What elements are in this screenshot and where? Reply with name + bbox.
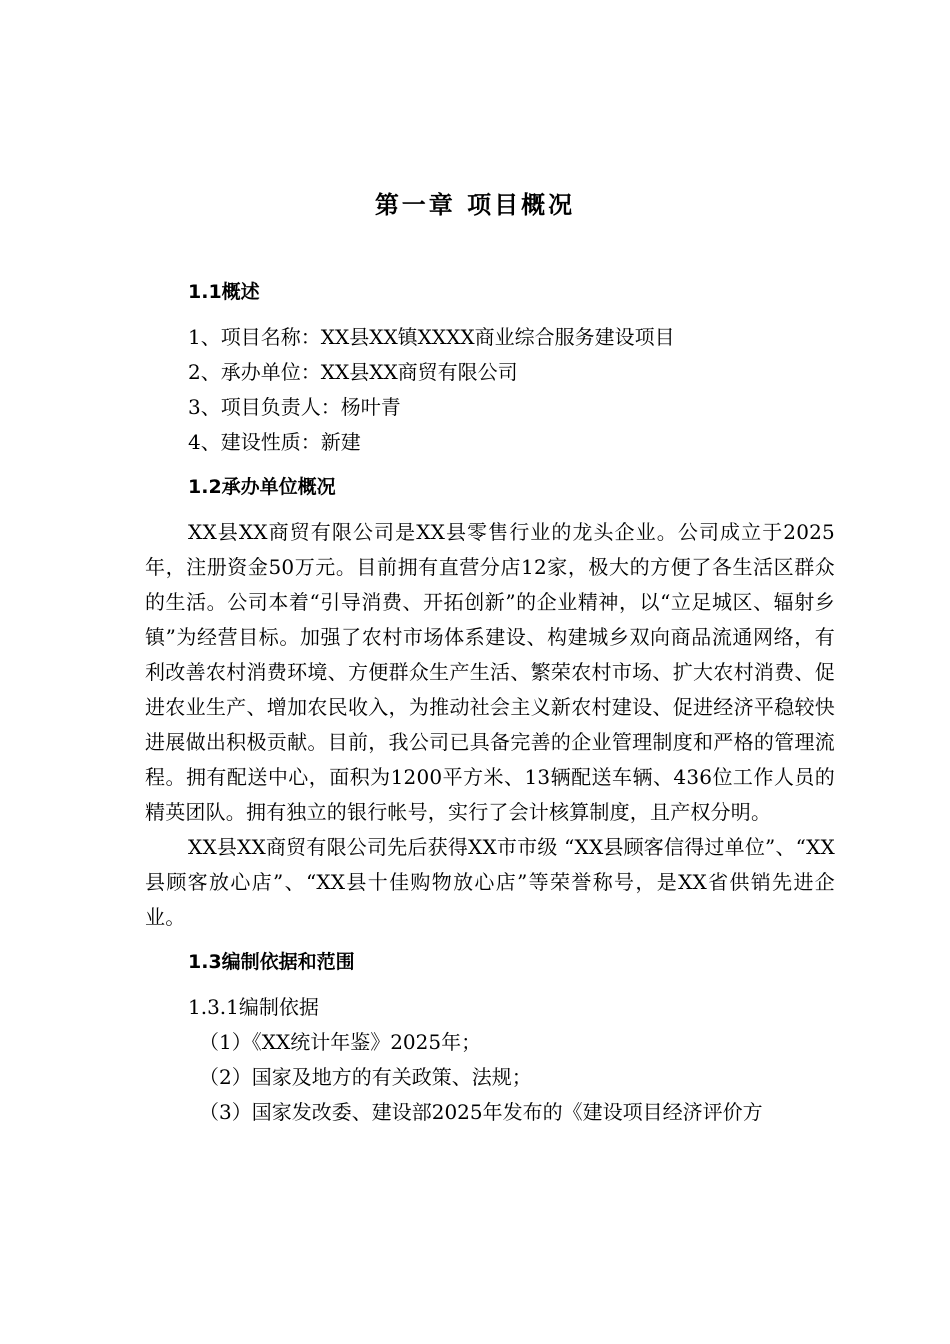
chapter-title: 第一章 项目概况: [374, 190, 576, 219]
subsection-heading: 1.3.1编制依据: [188, 995, 319, 1019]
section-heading-basis: 1.3编制依据和范围: [188, 951, 355, 973]
list-item: 1、项目名称：XX县XX镇XXXX商业综合服务建设项目: [188, 325, 675, 349]
list-item: （2）国家及地方的有关政策、法规；: [199, 1065, 532, 1089]
list-item: 3、项目负责人：杨叶青: [188, 395, 401, 419]
list-item: （1）《XX统计年鉴》2025年；: [199, 1030, 482, 1054]
paragraph: XX县XX商贸有限公司先后获得XX市市级 “XX县顾客信得过单位”、“XX县顾客放心店”、“XX县十佳购物放心店”等荣誉称号，是XX省供销先进企业。: [145, 835, 835, 929]
section-heading-company: 1.2承办单位概况: [188, 476, 336, 498]
list-item: 2、承办单位：XX县XX商贸有限公司: [188, 360, 518, 384]
section-heading-overview: 1.1概述: [188, 281, 260, 303]
list-item: （3）国家发改委、建设部2025年发布的《建设项目经济评价方: [199, 1100, 763, 1124]
document-body: [145, 275, 835, 1130]
paragraph: XX县XX商贸有限公司是XX县零售行业的龙头企业。公司成立于2025年，注册资金50万元。目前拥有直营分店12家，极大的方便了各生活区群众的生活。公司本着“引导消费、开拓创新”的企业精神，以“立足城区、辐射乡镇”为经营目标。加强了农村市场体系建设、构建城乡双向商品流通网络，有利改善农村消费环境、方便群众生产生活、繁荣农村市场、扩大农村消费、促进农业生产、增加农民收入，为推动社会主义新农村建设、促进经济平稳较快进展做出积极贡献。目前，我公司已具备完善的企业管理制度和严格的管理流程。拥有配送中心，面积为1200平方米、13辆配送车辆、436位工作人员的精英团队。拥有独立的银行帐号，实行了会计核算制度，且产权分明。: [145, 520, 835, 824]
list-item: 4、建设性质：新建: [188, 430, 361, 454]
